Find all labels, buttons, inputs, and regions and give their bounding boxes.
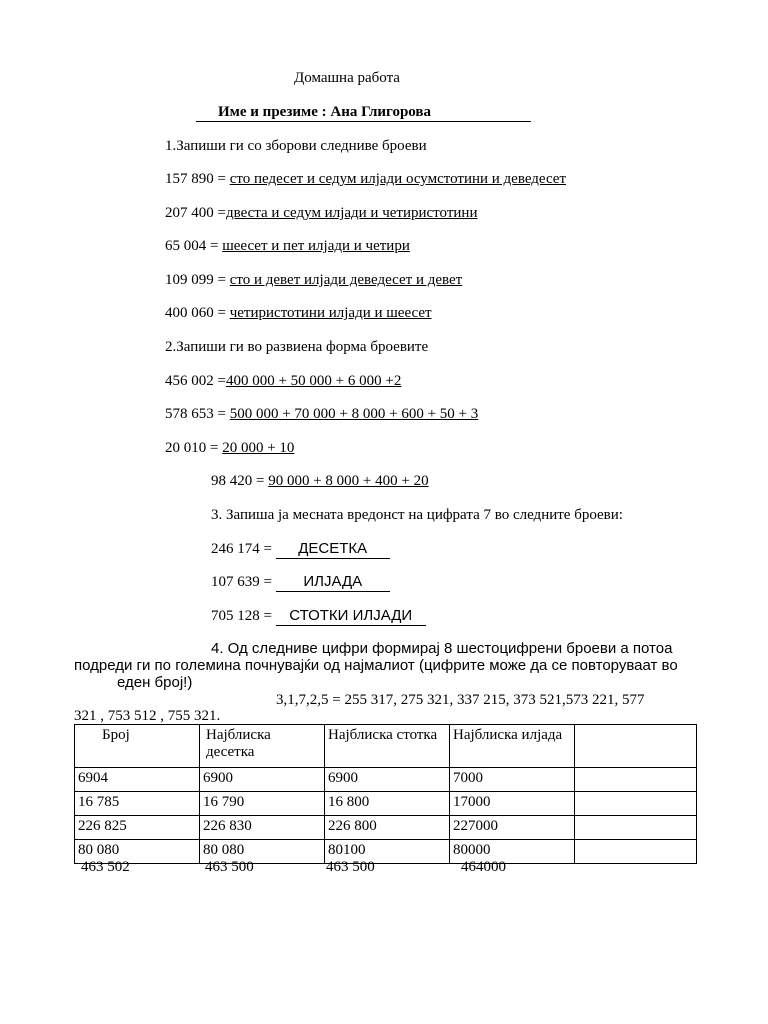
table-cell: 16 785 — [75, 792, 200, 816]
task4-answer-line2: 321 , 753 512 , 755 321. — [74, 708, 221, 724]
task1-row: 207 400 =двеста и седум илјади и четиристотини — [165, 205, 478, 221]
table-cell: 226 800 — [325, 816, 450, 840]
table-cell: 6900 — [200, 768, 325, 792]
extra-row-cell: 464000 — [461, 859, 506, 875]
table-header-cell — [575, 725, 697, 768]
table-cell — [575, 840, 697, 864]
task2-row: 456 002 =400 000 + 50 000 + 6 000 +2 — [165, 373, 402, 389]
task3-row: 705 128 = СТОТКИ ИЛЈАДИ — [211, 607, 426, 626]
table-cell: 16 790 — [200, 792, 325, 816]
task2-row: 98 420 = 90 000 + 8 000 + 400 + 20 — [211, 473, 429, 489]
task1-row: 109 099 = сто и девет илјади деведесет и девет — [165, 272, 463, 288]
task3-heading: 3. Запиша ја месната вредонст на цифрата 7 во следните броеви: — [211, 507, 623, 523]
table-cell — [575, 816, 697, 840]
task1-row: 400 060 = четиристотини илјади и шеесет — [165, 305, 432, 321]
extra-row-cell: 463 502 — [81, 859, 130, 875]
table-row — [75, 840, 697, 864]
task4-line3: еден број!) — [117, 674, 193, 691]
table-header-cell: Најблиска десетка — [200, 725, 325, 768]
task2-heading: 2.Запиши ги во развиена форма броевите — [165, 339, 429, 355]
task3-row: 246 174 = ДЕСЕТКА — [211, 540, 390, 559]
table-cell: 6900 — [325, 768, 450, 792]
page-title: Домашна работа — [294, 70, 400, 86]
table-cell — [575, 768, 697, 792]
task4-line1: 4. Од следниве цифри формирај 8 шестоцифрени броеви а потоа — [211, 640, 673, 657]
table-header-row — [75, 725, 697, 768]
rounding-table — [74, 724, 697, 864]
table-row — [75, 768, 697, 792]
task2-row: 20 010 = 20 000 + 10 — [165, 440, 295, 456]
table-header-cell: Број — [75, 725, 200, 768]
table-cell: 227000 — [450, 816, 575, 840]
table-cell: 17000 — [450, 792, 575, 816]
table-row — [75, 792, 697, 816]
table-cell: 226 825 — [75, 816, 200, 840]
extra-row-cell: 463 500 — [205, 859, 254, 875]
table-header-cell: Најблиска илјада — [450, 725, 575, 768]
table-cell: 7000 — [450, 768, 575, 792]
table-header-cell: Најблиска стотка — [325, 725, 450, 768]
table-row — [75, 816, 697, 840]
task1-row: 157 890 = сто педесет и седум илјади осумстотини и деведесет — [165, 171, 567, 187]
table-cell: 80100 — [325, 840, 450, 864]
table-cell: 80 080 — [75, 840, 200, 864]
task4-line2: подреди ги по големина почнувајќи од најмалиот (цифрите може да се повторуваат во — [74, 657, 678, 674]
extra-row-cell: 463 500 — [326, 859, 375, 875]
task2-row: 578 653 = 500 000 + 70 000 + 8 000 + 600 + 50 + 3 — [165, 406, 479, 422]
task3-row: 107 639 = ИЛЈАДА — [211, 573, 390, 592]
table-cell: 6904 — [75, 768, 200, 792]
task4-answer-line1: 3,1,7,2,5 = 255 317, 275 321, 337 215, 373 521,573 221, 577 — [276, 692, 645, 708]
name-line: Име и презиме : Ана Глигорова — [196, 103, 531, 122]
table-cell: 80 080 — [200, 840, 325, 864]
table-cell: 16 800 — [325, 792, 450, 816]
task1-row: 65 004 = шеесет и пет илјади и четири — [165, 238, 410, 254]
table-cell: 80000 — [450, 840, 575, 864]
task1-heading: 1.Запиши ги со зборови следниве броеви — [165, 138, 427, 154]
table-cell: 226 830 — [200, 816, 325, 840]
table-cell — [575, 792, 697, 816]
